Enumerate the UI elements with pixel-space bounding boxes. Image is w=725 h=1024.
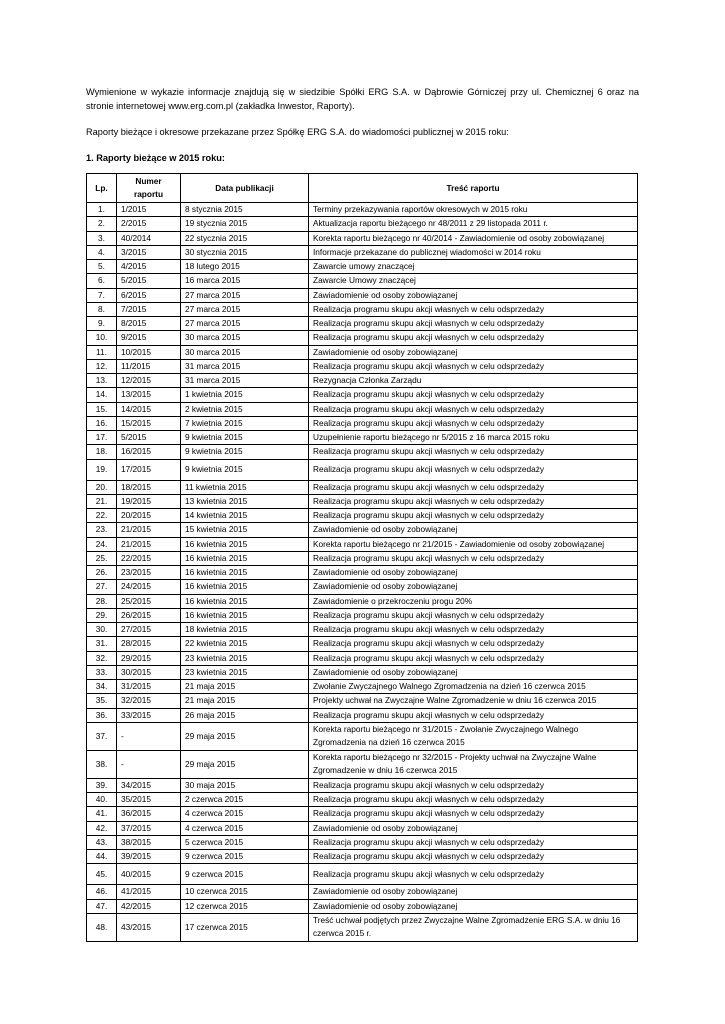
table-row xyxy=(87,288,638,302)
table-row xyxy=(87,217,638,231)
table-row xyxy=(87,651,638,665)
cell-content: Zwołanie Zwyczajnego Walnego Zgromadzenia na dzień 16 czerwca 2015 xyxy=(309,680,638,694)
cell-number: 23/2015 xyxy=(117,566,181,580)
cell-date: 5 czerwca 2015 xyxy=(181,835,309,849)
table-row xyxy=(87,431,638,445)
cell-date: 19 stycznia 2015 xyxy=(181,217,309,231)
cell-date: 9 kwietnia 2015 xyxy=(181,459,309,480)
cell-lp: 19. xyxy=(87,459,117,480)
cell-content: Zawiadomienie od osoby zobowiązanej xyxy=(309,821,638,835)
cell-date: 11 kwietnia 2015 xyxy=(181,480,309,494)
table-row xyxy=(87,509,638,523)
table-row xyxy=(87,551,638,565)
cell-content: Aktualizacja raportu bieżącego nr 48/2011 z 29 listopada 2011 r. xyxy=(309,217,638,231)
cell-content: Zawiadomienie od osoby zobowiązanej xyxy=(309,665,638,679)
cell-lp: 5. xyxy=(87,260,117,274)
cell-date: 15 kwietnia 2015 xyxy=(181,523,309,537)
cell-date: 27 marca 2015 xyxy=(181,288,309,302)
table-row xyxy=(87,864,638,885)
table-row xyxy=(87,694,638,708)
cell-lp: 43. xyxy=(87,835,117,849)
cell-content: Realizacja programu skupu akcji własnych w celu odsprzedaży xyxy=(309,651,638,665)
cell-number: 20/2015 xyxy=(117,509,181,523)
cell-date: 16 kwietnia 2015 xyxy=(181,566,309,580)
table-row xyxy=(87,580,638,594)
header-date: Data publikacji xyxy=(181,174,309,203)
cell-number: 4/2015 xyxy=(117,260,181,274)
cell-content: Realizacja programu skupu akcji własnych w celu odsprzedaży xyxy=(309,388,638,402)
cell-number: 15/2015 xyxy=(117,416,181,430)
table-row xyxy=(87,608,638,622)
cell-date: 13 kwietnia 2015 xyxy=(181,494,309,508)
cell-content: Realizacja programu skupu akcji własnych w celu odsprzedaży xyxy=(309,494,638,508)
cell-number: 11/2015 xyxy=(117,359,181,373)
cell-number: 28/2015 xyxy=(117,637,181,651)
cell-lp: 38. xyxy=(87,750,117,778)
cell-lp: 48. xyxy=(87,913,117,941)
cell-date: 16 kwietnia 2015 xyxy=(181,537,309,551)
cell-lp: 15. xyxy=(87,402,117,416)
cell-number: 7/2015 xyxy=(117,302,181,316)
cell-number: 40/2014 xyxy=(117,231,181,245)
cell-date: 16 marca 2015 xyxy=(181,274,309,288)
cell-content: Realizacja programu skupu akcji własnych w celu odsprzedaży xyxy=(309,778,638,792)
cell-number: 29/2015 xyxy=(117,651,181,665)
cell-date: 2 kwietnia 2015 xyxy=(181,402,309,416)
cell-date: 21 maja 2015 xyxy=(181,694,309,708)
cell-date: 8 stycznia 2015 xyxy=(181,203,309,217)
cell-lp: 35. xyxy=(87,694,117,708)
cell-number: 5/2015 xyxy=(117,274,181,288)
cell-lp: 3. xyxy=(87,231,117,245)
cell-number: 36/2015 xyxy=(117,807,181,821)
table-row xyxy=(87,637,638,651)
table-row xyxy=(87,245,638,259)
table-row xyxy=(87,523,638,537)
cell-date: 31 marca 2015 xyxy=(181,359,309,373)
table-row xyxy=(87,835,638,849)
cell-lp: 39. xyxy=(87,778,117,792)
table-row xyxy=(87,260,638,274)
cell-content: Realizacja programu skupu akcji własnych w celu odsprzedaży xyxy=(309,445,638,459)
cell-date: 9 kwietnia 2015 xyxy=(181,445,309,459)
cell-date: 18 lutego 2015 xyxy=(181,260,309,274)
cell-date: 7 kwietnia 2015 xyxy=(181,416,309,430)
cell-number: 2/2015 xyxy=(117,217,181,231)
cell-content: Terminy przekazywania raportów okresowych w 2015 roku xyxy=(309,203,638,217)
cell-lp: 44. xyxy=(87,850,117,864)
table-row xyxy=(87,793,638,807)
cell-date: 26 maja 2015 xyxy=(181,708,309,722)
table-row xyxy=(87,388,638,402)
cell-number: 41/2015 xyxy=(117,885,181,899)
cell-date: 12 czerwca 2015 xyxy=(181,899,309,913)
table-row xyxy=(87,913,638,941)
cell-number: 42/2015 xyxy=(117,899,181,913)
cell-content: Realizacja programu skupu akcji własnych w celu odsprzedaży xyxy=(309,807,638,821)
cell-number: 31/2015 xyxy=(117,680,181,694)
cell-lp: 7. xyxy=(87,288,117,302)
table-row xyxy=(87,302,638,316)
table-row xyxy=(87,416,638,430)
cell-number: 10/2015 xyxy=(117,345,181,359)
cell-content: Informacje przekazane do publicznej wiadomości w 2014 roku xyxy=(309,245,638,259)
cell-number: 17/2015 xyxy=(117,459,181,480)
cell-date: 30 marca 2015 xyxy=(181,345,309,359)
cell-date: 23 kwietnia 2015 xyxy=(181,651,309,665)
table-row xyxy=(87,807,638,821)
cell-content: Zawiadomienie od osoby zobowiązanej xyxy=(309,566,638,580)
cell-lp: 18. xyxy=(87,445,117,459)
cell-lp: 20. xyxy=(87,480,117,494)
cell-content: Realizacja programu skupu akcji własnych w celu odsprzedaży xyxy=(309,623,638,637)
cell-lp: 45. xyxy=(87,864,117,885)
table-row xyxy=(87,345,638,359)
cell-content: Zawiadomienie od osoby zobowiązanej xyxy=(309,523,638,537)
cell-number: 14/2015 xyxy=(117,402,181,416)
cell-number: 24/2015 xyxy=(117,580,181,594)
cell-number: 6/2015 xyxy=(117,288,181,302)
cell-date: 10 czerwca 2015 xyxy=(181,885,309,899)
cell-lp: 32. xyxy=(87,651,117,665)
cell-lp: 37. xyxy=(87,722,117,750)
cell-content: Korekta raportu bieżącego nr 40/2014 - Zawiadomienie od osoby zobowiązanej xyxy=(309,231,638,245)
cell-number: 33/2015 xyxy=(117,708,181,722)
table-row xyxy=(87,459,638,480)
cell-content: Realizacja programu skupu akcji własnych w celu odsprzedaży xyxy=(309,835,638,849)
cell-number: 21/2015 xyxy=(117,523,181,537)
cell-lp: 12. xyxy=(87,359,117,373)
cell-content: Realizacja programu skupu akcji własnych w celu odsprzedaży xyxy=(309,359,638,373)
header-number xyxy=(117,174,181,203)
table-row xyxy=(87,203,638,217)
cell-content: Realizacja programu skupu akcji własnych w celu odsprzedaży xyxy=(309,402,638,416)
cell-lp: 33. xyxy=(87,665,117,679)
cell-lp: 1. xyxy=(87,203,117,217)
cell-date: 18 kwietnia 2015 xyxy=(181,623,309,637)
cell-number: 22/2015 xyxy=(117,551,181,565)
table-header-row xyxy=(87,174,638,203)
cell-number: 38/2015 xyxy=(117,835,181,849)
cell-date: 29 maja 2015 xyxy=(181,750,309,778)
cell-number: 25/2015 xyxy=(117,594,181,608)
cell-lp: 2. xyxy=(87,217,117,231)
table-row xyxy=(87,566,638,580)
cell-number: 5/2015 xyxy=(117,431,181,445)
cell-date: 30 marca 2015 xyxy=(181,331,309,345)
cell-content: Realizacja programu skupu akcji własnych w celu odsprzedaży xyxy=(309,302,638,316)
cell-content: Realizacja programu skupu akcji własnych w celu odsprzedaży xyxy=(309,509,638,523)
table-row xyxy=(87,480,638,494)
cell-lp: 25. xyxy=(87,551,117,565)
cell-date: 16 kwietnia 2015 xyxy=(181,580,309,594)
table-row xyxy=(87,594,638,608)
cell-date: 16 kwietnia 2015 xyxy=(181,594,309,608)
cell-content: Realizacja programu skupu akcji własnych w celu odsprzedaży xyxy=(309,850,638,864)
cell-number: - xyxy=(117,722,181,750)
cell-number: 19/2015 xyxy=(117,494,181,508)
header-lp: Lp. xyxy=(87,174,117,203)
cell-lp: 9. xyxy=(87,317,117,331)
intro-paragraph-2: Raporty bieżące i okresowe przekazane przez Spółkę ERG S.A. do wiadomości publicznej w 2015 roku: xyxy=(86,127,509,137)
cell-number: 8/2015 xyxy=(117,317,181,331)
table-row xyxy=(87,445,638,459)
cell-content: Zawiadomienie od osoby zobowiązanej xyxy=(309,899,638,913)
cell-content: Zawiadomienie od osoby zobowiązanej xyxy=(309,288,638,302)
cell-number: 40/2015 xyxy=(117,864,181,885)
table-row xyxy=(87,494,638,508)
cell-number: 37/2015 xyxy=(117,821,181,835)
cell-date: 21 maja 2015 xyxy=(181,680,309,694)
cell-content: Realizacja programu skupu akcji własnych w celu odsprzedaży xyxy=(309,317,638,331)
cell-number: 16/2015 xyxy=(117,445,181,459)
header-number-line2: raportu xyxy=(133,189,164,199)
cell-lp: 24. xyxy=(87,537,117,551)
cell-lp: 16. xyxy=(87,416,117,430)
table-row xyxy=(87,331,638,345)
cell-date: 9 czerwca 2015 xyxy=(181,864,309,885)
cell-date: 30 maja 2015 xyxy=(181,778,309,792)
cell-lp: 34. xyxy=(87,680,117,694)
cell-content: Zawiadomienie od osoby zobowiązanej xyxy=(309,580,638,594)
cell-date: 17 czerwca 2015 xyxy=(181,913,309,941)
table-row xyxy=(87,623,638,637)
cell-date: 23 kwietnia 2015 xyxy=(181,665,309,679)
cell-content: Realizacja programu skupu akcji własnych w celu odsprzedaży xyxy=(309,608,638,622)
cell-date: 9 kwietnia 2015 xyxy=(181,431,309,445)
cell-lp: 6. xyxy=(87,274,117,288)
cell-content: Realizacja programu skupu akcji własnych w celu odsprzedaży xyxy=(309,864,638,885)
cell-content: Realizacja programu skupu akcji własnych w celu odsprzedaży xyxy=(309,331,638,345)
cell-content: Treść uchwał podjętych przez Zwyczajne Walne Zgromadzenie ERG S.A. w dniu 16 czerwca 2015 r. xyxy=(309,913,638,941)
cell-number: 27/2015 xyxy=(117,623,181,637)
cell-lp: 40. xyxy=(87,793,117,807)
cell-date: 22 stycznia 2015 xyxy=(181,231,309,245)
cell-lp: 47. xyxy=(87,899,117,913)
cell-lp: 42. xyxy=(87,821,117,835)
cell-content: Rezygnacja Członka Zarządu xyxy=(309,374,638,388)
cell-date: 31 marca 2015 xyxy=(181,374,309,388)
cell-lp: 4. xyxy=(87,245,117,259)
cell-date: 14 kwietnia 2015 xyxy=(181,509,309,523)
cell-lp: 17. xyxy=(87,431,117,445)
cell-date: 27 marca 2015 xyxy=(181,317,309,331)
cell-date: 1 kwietnia 2015 xyxy=(181,388,309,402)
cell-number: - xyxy=(117,750,181,778)
cell-date: 22 kwietnia 2015 xyxy=(181,637,309,651)
table-row xyxy=(87,722,638,750)
table-row xyxy=(87,821,638,835)
table-row xyxy=(87,750,638,778)
cell-lp: 23. xyxy=(87,523,117,537)
cell-lp: 21. xyxy=(87,494,117,508)
cell-number: 32/2015 xyxy=(117,694,181,708)
cell-date: 30 stycznia 2015 xyxy=(181,245,309,259)
cell-lp: 11. xyxy=(87,345,117,359)
cell-lp: 28. xyxy=(87,594,117,608)
table-row xyxy=(87,374,638,388)
cell-number: 13/2015 xyxy=(117,388,181,402)
cell-lp: 41. xyxy=(87,807,117,821)
cell-number: 9/2015 xyxy=(117,331,181,345)
cell-content: Realizacja programu skupu akcji własnych w celu odsprzedaży xyxy=(309,793,638,807)
cell-lp: 26. xyxy=(87,566,117,580)
header-content: Treść raportu xyxy=(309,174,638,203)
cell-number: 12/2015 xyxy=(117,374,181,388)
cell-number: 18/2015 xyxy=(117,480,181,494)
cell-content: Realizacja programu skupu akcji własnych w celu odsprzedaży xyxy=(309,637,638,651)
cell-number: 21/2015 xyxy=(117,537,181,551)
cell-content: Korekta raportu bieżącego nr 32/2015 - Projekty uchwał na Zwyczajne Walne Zgromadzenie w dniu 16 czerwca 2015 xyxy=(309,750,638,778)
table-row xyxy=(87,537,638,551)
header-number-line1: Numer xyxy=(135,176,162,186)
cell-date: 16 kwietnia 2015 xyxy=(181,551,309,565)
table-row xyxy=(87,317,638,331)
cell-content: Projekty uchwał na Zwyczajne Walne Zgromadzenie w dniu 16 czerwca 2015 xyxy=(309,694,638,708)
cell-date: 2 czerwca 2015 xyxy=(181,793,309,807)
cell-date: 27 marca 2015 xyxy=(181,302,309,316)
table-row xyxy=(87,885,638,899)
table-row xyxy=(87,850,638,864)
cell-lp: 30. xyxy=(87,623,117,637)
table-row xyxy=(87,680,638,694)
table-body xyxy=(87,203,638,942)
table-row xyxy=(87,708,638,722)
cell-content: Korekta raportu bieżącego nr 21/2015 - Zawiadomienie od osoby zobowiązanej xyxy=(309,537,638,551)
cell-lp: 13. xyxy=(87,374,117,388)
cell-content: Realizacja programu skupu akcji własnych w celu odsprzedaży xyxy=(309,708,638,722)
table-row xyxy=(87,274,638,288)
cell-date: 4 czerwca 2015 xyxy=(181,807,309,821)
cell-number: 26/2015 xyxy=(117,608,181,622)
cell-number: 34/2015 xyxy=(117,778,181,792)
cell-number: 39/2015 xyxy=(117,850,181,864)
table-row xyxy=(87,899,638,913)
cell-content: Zawiadomienie od osoby zobowiązanej xyxy=(309,345,638,359)
cell-content: Zawiadomienie od osoby zobowiązanej xyxy=(309,885,638,899)
cell-lp: 36. xyxy=(87,708,117,722)
cell-content: Realizacja programu skupu akcji własnych w celu odsprzedaży xyxy=(309,459,638,480)
cell-lp: 27. xyxy=(87,580,117,594)
cell-lp: 46. xyxy=(87,885,117,899)
table-row xyxy=(87,359,638,373)
cell-content: Zawarcie Umowy znaczącej xyxy=(309,274,638,288)
cell-date: 16 kwietnia 2015 xyxy=(181,608,309,622)
cell-date: 4 czerwca 2015 xyxy=(181,821,309,835)
cell-number: 43/2015 xyxy=(117,913,181,941)
table-row xyxy=(87,665,638,679)
cell-number: 35/2015 xyxy=(117,793,181,807)
intro-paragraph: Wymienione w wykazie informacje znajdują się w siedzibie Spółki ERG S.A. w Dąbrowie Górniczej przy ul. Chemicznej 6 oraz na stronie internetowej www.erg.com.pl (zakładka Inwestor, Raporty). xyxy=(86,87,639,111)
cell-number: 30/2015 xyxy=(117,665,181,679)
cell-content: Zawiadomienie o przekroczeniu progu 20% xyxy=(309,594,638,608)
cell-number: 3/2015 xyxy=(117,245,181,259)
cell-lp: 22. xyxy=(87,509,117,523)
cell-lp: 8. xyxy=(87,302,117,316)
cell-content: Korekta raportu bieżącego nr 31/2015 - Zwołanie Zwyczajnego Walnego Zgromadzenia na dzień 16 czerwca 2015 xyxy=(309,722,638,750)
table-row xyxy=(87,778,638,792)
cell-content: Realizacja programu skupu akcji własnych w celu odsprzedaży xyxy=(309,416,638,430)
cell-lp: 29. xyxy=(87,608,117,622)
cell-date: 29 maja 2015 xyxy=(181,722,309,750)
section-heading: 1. Raporty bieżące w 2015 roku: xyxy=(86,153,225,163)
cell-content: Uzupełnienie raportu bieżącego nr 5/2015 z 16 marca 2015 roku xyxy=(309,431,638,445)
table-row xyxy=(87,231,638,245)
cell-lp: 14. xyxy=(87,388,117,402)
cell-number: 1/2015 xyxy=(117,203,181,217)
cell-content: Realizacja programu skupu akcji własnych w celu odsprzedaży xyxy=(309,480,638,494)
table-row xyxy=(87,402,638,416)
cell-date: 9 czerwca 2015 xyxy=(181,850,309,864)
reports-table xyxy=(86,173,638,942)
cell-content: Zawarcie umowy znaczącej xyxy=(309,260,638,274)
cell-lp: 31. xyxy=(87,637,117,651)
cell-lp: 10. xyxy=(87,331,117,345)
cell-content: Realizacja programu skupu akcji własnych w celu odsprzedaży xyxy=(309,551,638,565)
